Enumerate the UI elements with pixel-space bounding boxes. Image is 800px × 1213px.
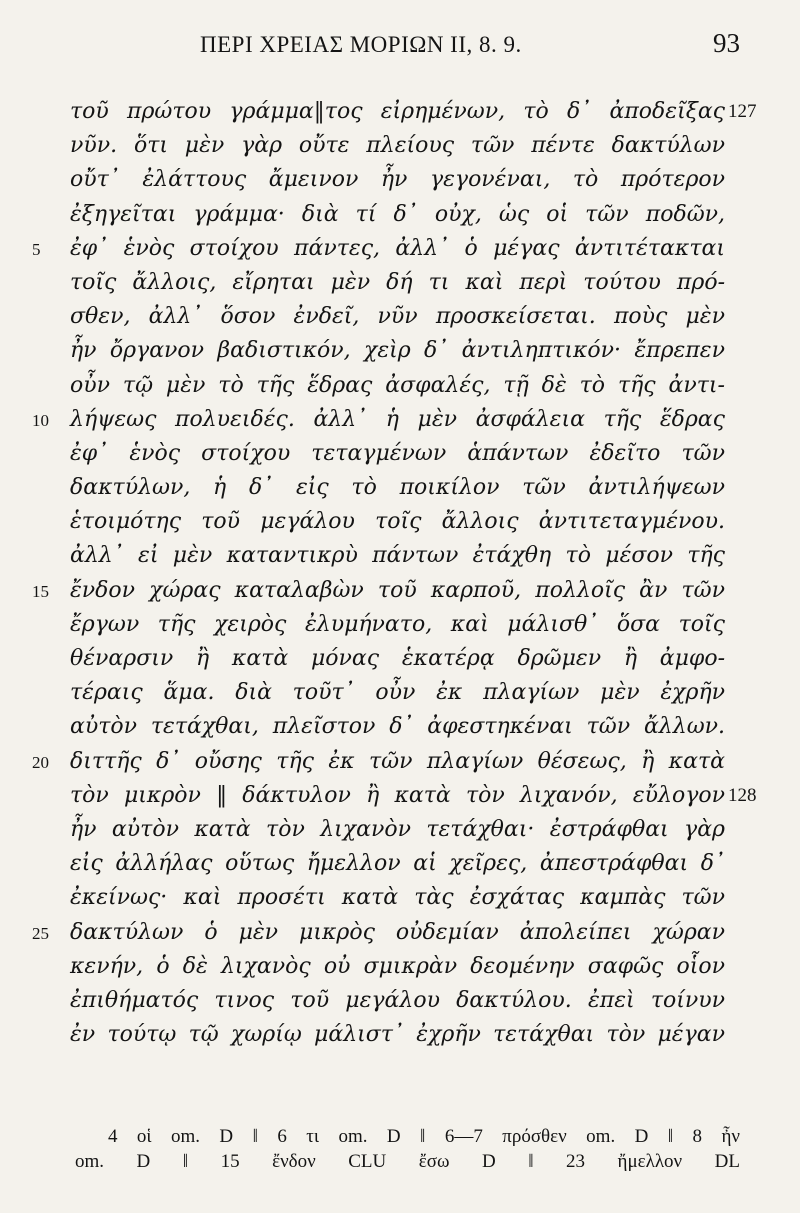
line-number: 15 xyxy=(32,581,49,601)
text-line xyxy=(32,916,725,950)
line-text: ἐξηγεῖται γράμμα· διὰ τί δ᾽ οὐχ, ὡς οἱ τῶν ποδῶν, xyxy=(70,201,725,227)
text-line xyxy=(70,369,725,403)
line-text: δακτύλων ὁ μὲν μικρὸς οὐδεμίαν ἀπολείπει χώραν xyxy=(70,919,725,945)
line-text: ἐκείνως· καὶ προσέτι κατὰ τὰς ἐσχάτας καμπὰς τῶν xyxy=(70,885,725,911)
line-text: τοῦ πρώτου γράμμα‖τος εἰρημένων, τὸ δ᾽ ἀποδεῖξας xyxy=(70,99,725,124)
line-text: κενήν, ὁ δὲ λιχανὸς οὐ σμικρὰν δεομένην σαφῶς οἷον xyxy=(70,953,725,979)
line-text: δακτύλων, ἡ δ᾽ εἰς τὸ ποικίλον τῶν ἀντιλήψεων xyxy=(70,475,725,501)
line-text: τὸν μικρὸν ‖ δάκτυλον ἢ κατὰ τὸν λιχανόν, εὔλογον xyxy=(70,782,725,808)
text-line xyxy=(70,198,725,232)
line-number: 20 xyxy=(32,752,49,772)
apparatus-line: 4 οἱ om. D ‖ 6 τι om. D ‖ 6—7 πρόσθεν om. D ‖ 8 ἦν xyxy=(108,1126,740,1147)
line-text: οὖν τῷ μὲν τὸ τῆς ἕδρας ἀσφαλές, τῇ δὲ τὸ τῆς ἀντι- xyxy=(70,372,725,398)
line-text: οὔτ᾽ ἐλάττους ἄμεινον ἦν γεγονέναι, τὸ πρότερον xyxy=(70,167,725,193)
apparatus-line: om. D ‖ 15 ἔνδον CLU ἔσω D ‖ 23 ἤμελλον DL xyxy=(75,1151,740,1172)
line-text: λήψεως πολυειδές. ἀλλ᾽ ἡ μὲν ἀσφάλεια τῆς ἕδρας xyxy=(70,406,725,432)
line-text: ἐφ᾽ ἑνὸς στοίχου πάντες, ἀλλ᾽ ὁ μέγας ἀντιτέτακται xyxy=(70,235,725,261)
text-line xyxy=(70,163,725,197)
text-line xyxy=(70,813,725,847)
text-line xyxy=(70,300,725,334)
text-line xyxy=(70,608,725,642)
line-text: σθεν, ἀλλ᾽ ὅσον ἐνδεῖ, νῦν προσκείσεται. ποὺς μὲν xyxy=(70,304,725,330)
text-line xyxy=(70,779,757,813)
text-line xyxy=(32,574,725,608)
line-text: ἔνδον χώρας καταλαβὼν τοῦ καρποῦ, πολλοῖς ἂν τῶν xyxy=(70,577,725,603)
text-line xyxy=(70,881,725,915)
line-text: διττῆς δ᾽ οὔσης τῆς ἐκ τῶν πλαγίων θέσεως, ἢ κατὰ xyxy=(70,748,725,774)
line-number: 10 xyxy=(32,410,49,430)
running-head xyxy=(200,28,740,68)
text-line xyxy=(70,1018,725,1052)
line-text: ἐφ᾽ ἑνὸς στοίχου τεταγμένων ἁπάντων ἐδεῖτο τῶν xyxy=(70,440,725,466)
line-text: ἑτοιμότης τοῦ μεγάλου τοῖς ἄλλοις ἀντιτεταγμένου. xyxy=(70,509,725,535)
text-line xyxy=(70,539,725,573)
margin-reference: 127 xyxy=(728,101,757,122)
line-text: θέναρσιν ἢ κατὰ μόνας ἑκατέρᾳ δρῶμεν ἢ ἀμφο- xyxy=(70,646,725,671)
line-text: αὐτὸν τετάχθαι, πλεῖστον δ᾽ ἀφεστηκέναι τῶν ἄλλων. xyxy=(70,714,725,740)
line-text: ἐν τούτῳ τῷ χωρίῳ μάλιστ᾽ ἐχρῆν τετάχθαι τὸν μέγαν xyxy=(70,1022,725,1048)
line-text: τέραις ἅμα. διὰ τοῦτ᾽ οὖν ἐκ πλαγίων μὲν ἐχρῆν xyxy=(70,680,725,706)
text-line xyxy=(70,950,725,984)
line-text: ἀλλ᾽ εἰ μὲν καταντικρὺ πάντων ἐτάχθη τὸ μέσον τῆς xyxy=(70,543,725,569)
line-text: ἦν αὐτὸν κατὰ τὸν λιχανὸν τετάχθαι· ἐστράφθαι γὰρ xyxy=(70,816,725,842)
text-line xyxy=(70,642,725,676)
running-title: ΠΕΡΙ ΧΡΕΙΑΣ ΜΟΡΙΩΝ ΙΙ, 8. 9. xyxy=(200,32,522,57)
text-line xyxy=(70,266,725,300)
text-line xyxy=(70,437,725,471)
text-line xyxy=(70,847,725,881)
text-line xyxy=(70,471,725,505)
text-line xyxy=(32,745,725,779)
line-number: 25 xyxy=(32,923,49,943)
line-text: τοῖς ἄλλοις, εἴρηται μὲν δή τι καὶ περὶ τούτου πρό- xyxy=(70,269,725,295)
line-text: ἔργων τῆς χειρὸς ἐλυμήνατο, καὶ μάλισθ᾽ ὅσα τοῖς xyxy=(70,611,725,637)
line-text: εἰς ἀλλήλας οὕτως ἤμελλον αἱ χεῖρες, ἀπεστράφθαι δ᾽ xyxy=(70,851,725,877)
text-line xyxy=(70,334,725,368)
line-text: νῦν. ὅτι μὲν γὰρ οὔτε πλείους τῶν πέντε δακτύλων xyxy=(70,133,725,159)
text-line xyxy=(70,129,725,163)
text-line xyxy=(70,95,757,129)
text-line xyxy=(70,984,725,1018)
line-text: ἦν ὄργανον βαδιστικόν, χεὶρ δ᾽ ἀντιληπτικόν· ἔπρεπεν xyxy=(70,338,725,364)
text-line xyxy=(70,710,725,744)
main-text xyxy=(0,95,800,1052)
text-line xyxy=(70,505,725,539)
line-number: 5 xyxy=(32,239,41,259)
page-number: 93 xyxy=(713,28,740,58)
text-line xyxy=(32,232,725,266)
margin-reference: 128 xyxy=(728,784,757,806)
critical-apparatus xyxy=(75,1124,740,1174)
line-text: ἐπιθήματός τινος τοῦ μεγάλου δακτύλου. ἐπεὶ τοίνυν xyxy=(70,987,725,1013)
text-line xyxy=(32,403,725,437)
text-line xyxy=(70,676,725,710)
